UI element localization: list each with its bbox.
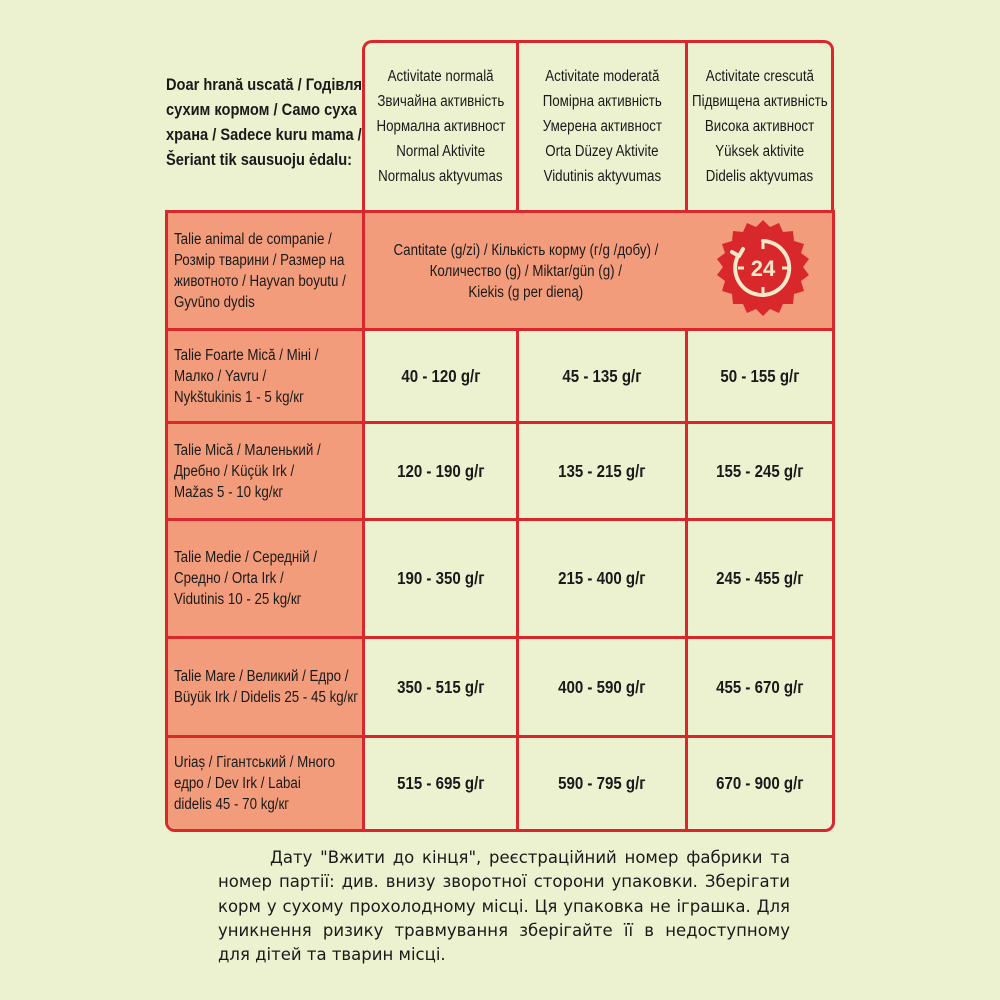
storage-note <box>218 846 790 967</box>
activity-label: Activitate moderată <box>544 67 660 85</box>
title-line: сухим кормом / Само суха <box>166 100 357 119</box>
table-cell <box>365 521 516 636</box>
quantity-value: 50 - 155 g/г <box>720 365 800 386</box>
activity-label: Yüksek aktivite <box>715 142 804 160</box>
activity-label: Didelis aktyvumas <box>705 167 814 185</box>
table-cell <box>365 424 516 518</box>
quantity-value: 40 - 120 g/г <box>400 365 481 386</box>
table-cell <box>688 639 832 735</box>
table-cell <box>688 521 832 636</box>
size-header-line: животното / Hayvan boyutu / <box>174 272 346 290</box>
note-line: уникнення ризику травмування зберігайте її в недоступному <box>218 920 790 940</box>
activity-label: Умерена активност <box>542 117 662 135</box>
table-cell <box>688 738 832 829</box>
note-line: корм у сухому прохолодному місці. Ця упаковка не іграшка. Для <box>218 896 790 916</box>
table-cell <box>519 424 685 518</box>
quantity-header <box>366 240 686 303</box>
size-label-line: едро / Dev Irk / Labai <box>174 775 301 792</box>
activity-label: Activitate normală <box>387 67 494 85</box>
note-line: для дітей та тварин місці. <box>218 945 446 965</box>
quantity-value: 455 - 670 g/г <box>716 676 804 697</box>
activity-label: Висока активност <box>704 117 815 135</box>
quantity-value: 45 - 135 g/г <box>562 365 642 386</box>
activity-label: Normal Aktivite <box>396 142 485 160</box>
activity-header-high <box>688 40 831 212</box>
size-label-line: Talie Mare / Великий / Едро / <box>174 668 349 685</box>
table-cell <box>519 639 685 735</box>
size-label-line: Büyük Irk / Didelis 25 - 45 kg/кг <box>174 689 359 706</box>
size-label-line: Nykštukinis 1 - 5 kg/кг <box>174 388 304 406</box>
activity-label: Нормална активност <box>376 117 505 135</box>
quantity-header-line: Cantitate (g/zi) / Кількість корму (г/g /добу) / <box>393 242 659 259</box>
size-header-line: Розмір тварини / Размер на <box>174 251 345 269</box>
activity-label: Звичайна активність <box>377 92 504 110</box>
quantity-value: 400 - 590 g/г <box>558 676 646 697</box>
activity-header-normal <box>365 40 516 212</box>
size-label-line: Средно / Orta Irk / <box>174 570 284 587</box>
size-row-label <box>168 521 360 636</box>
note-line: номер партії: див. внизу зворотної сторони упаковки. Зберігати <box>218 872 790 892</box>
quantity-value: 215 - 400 g/г <box>558 568 646 588</box>
quantity-value: 120 - 190 g/г <box>396 460 485 481</box>
note-line: Дату "Вжити до кінця", реєстраційний номер фабрики та <box>270 848 790 867</box>
activity-label: Orta Düzey Aktivite <box>545 142 659 160</box>
quantity-value: 135 - 215 g/г <box>558 460 646 481</box>
table-cell <box>688 424 832 518</box>
size-label-line: Дребно / Küçük Irk / <box>174 462 295 480</box>
quantity-value: 590 - 795 g/г <box>558 773 646 793</box>
size-label-line: didelis 45 - 70 kg/кг <box>174 796 290 813</box>
size-label-line: Uriaș / Гігантський / Много <box>174 754 336 771</box>
title-line: храна / Sadece kuru mama / <box>166 125 362 144</box>
size-row-label <box>168 331 360 421</box>
activity-label: Помірна активність <box>542 92 662 110</box>
24-hour-clock-icon <box>714 218 812 318</box>
size-label-line: Talie Mică / Маленький / <box>174 441 321 459</box>
quantity-value: 155 - 245 g/г <box>716 460 804 481</box>
size-label-line: Vidutinis 10 - 25 kg/кг <box>174 591 302 608</box>
activity-label: Vidutinis aktyvumas <box>543 167 661 185</box>
table-cell <box>688 331 832 421</box>
size-row-label <box>168 738 360 829</box>
quantity-value: 190 - 350 g/г <box>396 568 485 588</box>
activity-label: Activitate crescută <box>705 67 814 85</box>
table-cell <box>519 738 685 829</box>
activity-label: Підвищена активність <box>691 92 828 110</box>
feeding-guide-title <box>166 72 366 172</box>
table-cell <box>519 331 685 421</box>
table-cell <box>365 738 516 829</box>
title-line: Šeriant tik sausuoju ėdalu: <box>166 150 353 169</box>
size-header-line: Gyvūno dydis <box>174 293 255 311</box>
table-cell <box>519 521 685 636</box>
size-row-label <box>168 424 360 518</box>
size-label-line: Mažas 5 - 10 kg/кг <box>174 483 284 501</box>
quantity-header-line: Количество (g) / Miktar/gün (g) / <box>429 263 623 280</box>
activity-label: Normalus aktyvumas <box>378 167 503 185</box>
size-label-line: Talie Medie / Середній / <box>174 549 318 566</box>
title-line: Doar hrană uscată / Годівля <box>166 75 363 94</box>
quantity-value: 670 - 900 g/г <box>716 773 804 793</box>
activity-header-moderate <box>519 40 685 212</box>
quantity-value: 245 - 455 g/г <box>716 568 804 588</box>
size-label-line: Talie Foarte Mică / Міні / <box>174 346 319 364</box>
quantity-value: 515 - 695 g/г <box>396 773 485 793</box>
size-label-line: Малко / Yavru / <box>174 367 267 385</box>
table-cell <box>365 331 516 421</box>
table-cell <box>365 639 516 735</box>
size-header <box>168 213 360 328</box>
quantity-header-line: Kiekis (g per dieną) <box>468 284 584 301</box>
size-row-label <box>168 639 360 735</box>
size-header-line: Talie animal de companie / <box>174 230 332 248</box>
badge-text: 24 <box>750 256 776 281</box>
quantity-value: 350 - 515 g/г <box>396 676 485 697</box>
